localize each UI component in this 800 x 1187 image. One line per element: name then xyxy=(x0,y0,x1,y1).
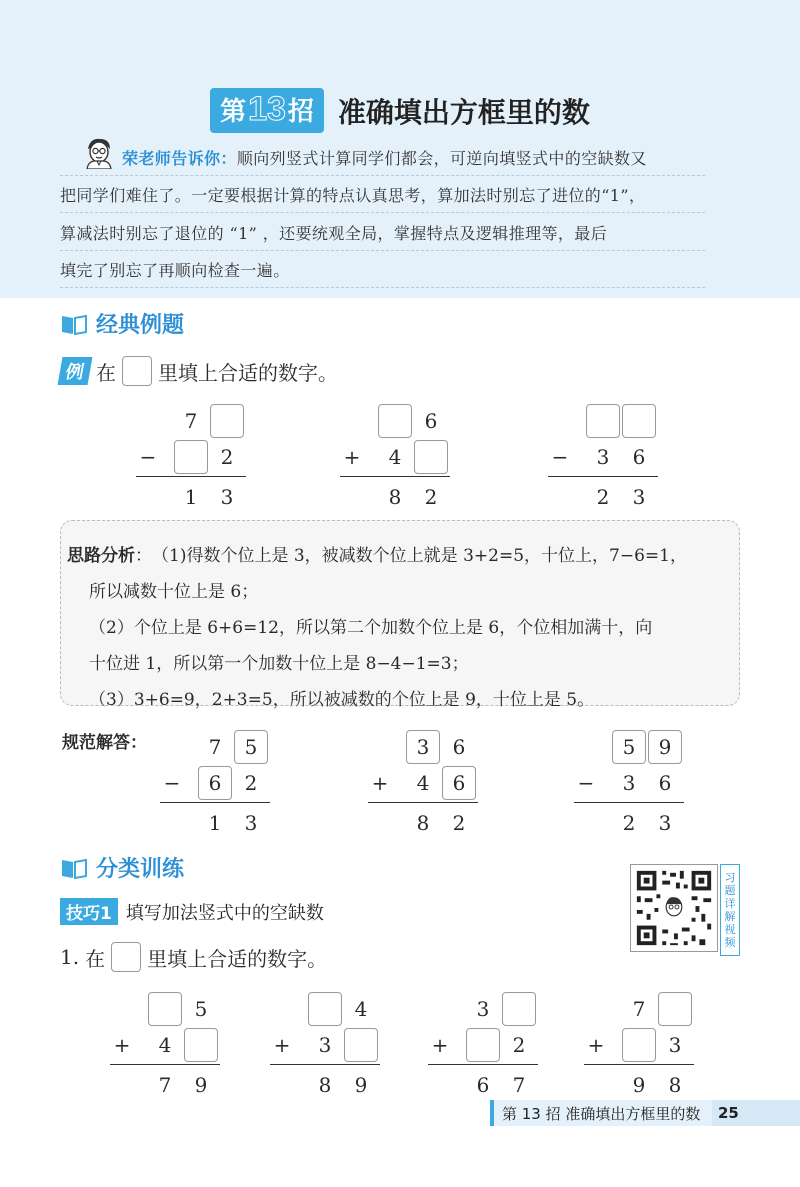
title-badge xyxy=(210,88,324,133)
qr-code-icon[interactable] xyxy=(630,864,718,952)
sum-line xyxy=(548,476,658,477)
sum-line xyxy=(574,802,684,803)
problem-row-top xyxy=(428,992,538,1028)
problem-row-top xyxy=(574,730,684,766)
tip-line xyxy=(60,251,705,289)
problem-row-mid xyxy=(340,440,450,476)
book-icon xyxy=(60,857,88,879)
sum-line xyxy=(110,1064,220,1065)
blank-box xyxy=(122,356,152,386)
problem-row-res xyxy=(368,806,478,842)
book-icon xyxy=(60,313,88,335)
tip-line xyxy=(60,213,705,251)
sum-line xyxy=(584,1064,694,1065)
operator: + xyxy=(343,445,361,469)
digit-box: 5 xyxy=(612,730,646,764)
problem-row-top xyxy=(584,992,694,1028)
digit-box: 9 xyxy=(648,730,682,764)
example-prompt xyxy=(60,356,338,386)
operator: − xyxy=(163,771,181,795)
analysis-colon: ： xyxy=(135,545,152,566)
digit: 2 xyxy=(220,445,234,469)
vertical-problem xyxy=(428,992,538,1104)
example-prefix: 在 xyxy=(96,360,116,385)
analysis-box xyxy=(60,520,740,710)
digit-box[interactable] xyxy=(658,992,692,1026)
digit: 3 xyxy=(658,811,672,835)
question-prefix: 在 xyxy=(85,946,106,971)
operator: − xyxy=(551,445,569,469)
digit: 7 xyxy=(184,409,198,433)
skill-heading xyxy=(60,898,324,925)
operator: + xyxy=(371,771,389,795)
title-text: 准确填出方框里的数 xyxy=(337,95,590,129)
vertical-problem xyxy=(368,730,478,842)
vertical-problem xyxy=(110,992,220,1104)
digit-box[interactable] xyxy=(622,404,656,438)
tip-line xyxy=(60,176,705,214)
badge-prefix: 第 xyxy=(220,96,247,126)
digit-box[interactable] xyxy=(378,404,412,438)
digit-box[interactable] xyxy=(466,1028,500,1062)
footer-title: 第 13 招 准确填出方框里的数 xyxy=(494,1100,712,1126)
operator: + xyxy=(431,1033,449,1057)
digit: 2 xyxy=(244,771,258,795)
tip-text: 顺向列竖式计算同学们都会，可逆向填竖式中的空缺数又 xyxy=(236,148,647,168)
qr-side-char: 频 xyxy=(724,936,736,949)
digit: 6 xyxy=(452,735,466,759)
problem-row-mid xyxy=(584,1028,694,1064)
operator: − xyxy=(577,771,595,795)
digit: 3 xyxy=(622,771,636,795)
qr-block[interactable] xyxy=(630,864,740,956)
digit-box[interactable] xyxy=(414,440,448,474)
qr-side-char: 解 xyxy=(724,910,736,923)
analysis-label: 思路分析 xyxy=(67,545,135,566)
sum-line xyxy=(270,1064,380,1065)
skill-title: 填写加法竖式中的空缺数 xyxy=(125,902,324,924)
analysis-text: （2）个位上是 6+6=12，所以第二个加数个位上是 6，个位相加满十，向 xyxy=(89,617,653,638)
vertical-problem xyxy=(574,730,684,842)
digit: 2 xyxy=(622,811,636,835)
section-title: 经典例题 xyxy=(96,313,185,338)
page-footer xyxy=(490,1100,800,1126)
digit-box[interactable] xyxy=(622,1028,656,1062)
digit: 3 xyxy=(318,1033,332,1057)
digit: 3 xyxy=(668,1033,682,1057)
digit: 2 xyxy=(424,485,438,509)
sum-line xyxy=(340,476,450,477)
analysis-text: （3）3+6=9，2+3=5，所以被减数的个位上是 9，十位上是 5。 xyxy=(89,689,595,710)
digit-box[interactable] xyxy=(148,992,182,1026)
sum-line xyxy=(136,476,246,477)
answer-label: 规范解答： xyxy=(62,733,147,753)
problem-row-res xyxy=(428,1068,538,1104)
sum-line xyxy=(160,802,270,803)
vertical-problem xyxy=(340,404,450,516)
problem-row-res xyxy=(584,1068,694,1104)
digit-box[interactable] xyxy=(184,1028,218,1062)
digit: 9 xyxy=(632,1073,646,1097)
problem-row-res xyxy=(110,1068,220,1104)
digit: 1 xyxy=(208,811,222,835)
tip-label: 荣老师告诉你： xyxy=(122,148,237,168)
digit: 3 xyxy=(596,445,610,469)
badge-suffix: 招 xyxy=(287,96,314,126)
digit-box[interactable] xyxy=(502,992,536,1026)
qr-side-label xyxy=(720,864,740,956)
digit: 4 xyxy=(354,997,368,1021)
problem-row-mid xyxy=(548,440,658,476)
analysis-line xyxy=(67,643,729,679)
problem-row-top xyxy=(110,992,220,1028)
problem-row-res xyxy=(574,806,684,842)
page-title xyxy=(0,88,800,133)
digit-box: 6 xyxy=(442,766,476,800)
digit: 4 xyxy=(388,445,402,469)
vertical-problem xyxy=(584,992,694,1104)
problem-row-res xyxy=(270,1068,380,1104)
digit: 6 xyxy=(424,409,438,433)
problem-row-res xyxy=(340,480,450,516)
digit: 6 xyxy=(476,1073,490,1097)
digit: 7 xyxy=(512,1073,526,1097)
operator: + xyxy=(273,1033,291,1057)
problem-row-top xyxy=(340,404,450,440)
vertical-problem xyxy=(160,730,270,842)
tip-text: 算减法时别忘了退位的 “1” ，还要统观全局，掌握特点及逻辑推理等，最后 xyxy=(60,223,608,243)
digit: 7 xyxy=(208,735,222,759)
digit: 2 xyxy=(452,811,466,835)
analysis-line xyxy=(67,571,729,607)
problem-row-mid xyxy=(574,766,684,802)
digit-box: 6 xyxy=(198,766,232,800)
qr-side-char: 题 xyxy=(724,884,736,897)
digit: 7 xyxy=(158,1073,172,1097)
example-badge: 例 xyxy=(58,357,93,385)
digit: 3 xyxy=(244,811,258,835)
vertical-problem xyxy=(548,404,658,516)
page-number: 25 xyxy=(712,1100,800,1126)
digit-box[interactable] xyxy=(210,404,244,438)
section-training xyxy=(60,852,184,883)
digit-box[interactable] xyxy=(344,1028,378,1062)
section-title: 分类训练 xyxy=(96,857,185,882)
operator: − xyxy=(139,445,157,469)
digit: 2 xyxy=(512,1033,526,1057)
problem-row-top xyxy=(270,992,380,1028)
example-suffix: 里填上合适的数字。 xyxy=(158,360,338,385)
digit: 3 xyxy=(632,485,646,509)
qr-side-char: 习 xyxy=(724,871,736,884)
digit-box[interactable] xyxy=(308,992,342,1026)
digit: 8 xyxy=(318,1073,332,1097)
digit: 9 xyxy=(354,1073,368,1097)
analysis-line xyxy=(67,535,729,571)
digit: 9 xyxy=(194,1073,208,1097)
question-suffix: 里填上合适的数字。 xyxy=(147,946,328,971)
digit: 6 xyxy=(632,445,646,469)
operator: + xyxy=(587,1033,605,1057)
digit-box[interactable] xyxy=(586,404,620,438)
analysis-text: 所以减数十位上是 6； xyxy=(89,581,259,602)
question-prompt xyxy=(60,942,327,972)
skill-badge: 技巧1 xyxy=(60,898,118,925)
digit: 5 xyxy=(194,997,208,1021)
digit: 8 xyxy=(388,485,402,509)
sum-line xyxy=(368,802,478,803)
problem-row-top xyxy=(368,730,478,766)
digit: 3 xyxy=(476,997,490,1021)
analysis-line xyxy=(67,679,729,715)
qr-side-char: 详 xyxy=(724,897,736,910)
digit: 4 xyxy=(416,771,430,795)
digit: 2 xyxy=(596,485,610,509)
digit: 3 xyxy=(220,485,234,509)
digit: 1 xyxy=(184,485,198,509)
digit-box: 5 xyxy=(234,730,268,764)
vertical-problem xyxy=(136,404,246,516)
tip-text: 填完了别忘了再顺向检查一遍。 xyxy=(60,261,290,280)
problem-row-mid xyxy=(368,766,478,802)
teacher-avatar-icon xyxy=(82,135,116,169)
qr-side-char: 视 xyxy=(724,923,736,936)
problem-row-res xyxy=(136,480,246,516)
analysis-text: （1)得数个位上是 3，被减数个位上就是 3+2=5，十位上，7−6=1， xyxy=(152,545,687,566)
digit: 4 xyxy=(158,1033,172,1057)
problem-row-top xyxy=(548,404,658,440)
digit-box: 3 xyxy=(406,730,440,764)
digit: 7 xyxy=(632,997,646,1021)
digit: 8 xyxy=(668,1073,682,1097)
badge-number: 13 xyxy=(248,90,286,128)
digit: 8 xyxy=(416,811,430,835)
problem-row-mid xyxy=(136,440,246,476)
analysis-text: 十位进 1，所以第一个加数十位上是 8−4−1=3； xyxy=(89,653,469,674)
problem-row-mid xyxy=(160,766,270,802)
blank-box xyxy=(111,942,141,972)
section-classic xyxy=(60,308,184,339)
problem-row-mid xyxy=(270,1028,380,1064)
question-number: 1. xyxy=(60,945,80,969)
digit-box[interactable] xyxy=(174,440,208,474)
problem-row-top xyxy=(160,730,270,766)
tip-line xyxy=(60,138,705,176)
digit: 6 xyxy=(658,771,672,795)
sum-line xyxy=(428,1064,538,1065)
problem-row-mid xyxy=(110,1028,220,1064)
tip-text: 把同学们难住了。一定要根据计算的特点认真思考，算加法时别忘了进位的“1”， xyxy=(60,186,646,205)
problem-row-res xyxy=(548,480,658,516)
operator: + xyxy=(113,1033,131,1057)
teacher-tip xyxy=(60,138,705,288)
analysis-line xyxy=(67,607,729,643)
problem-row-mid xyxy=(428,1028,538,1064)
problem-row-res xyxy=(160,806,270,842)
vertical-problem xyxy=(270,992,380,1104)
problem-row-top xyxy=(136,404,246,440)
